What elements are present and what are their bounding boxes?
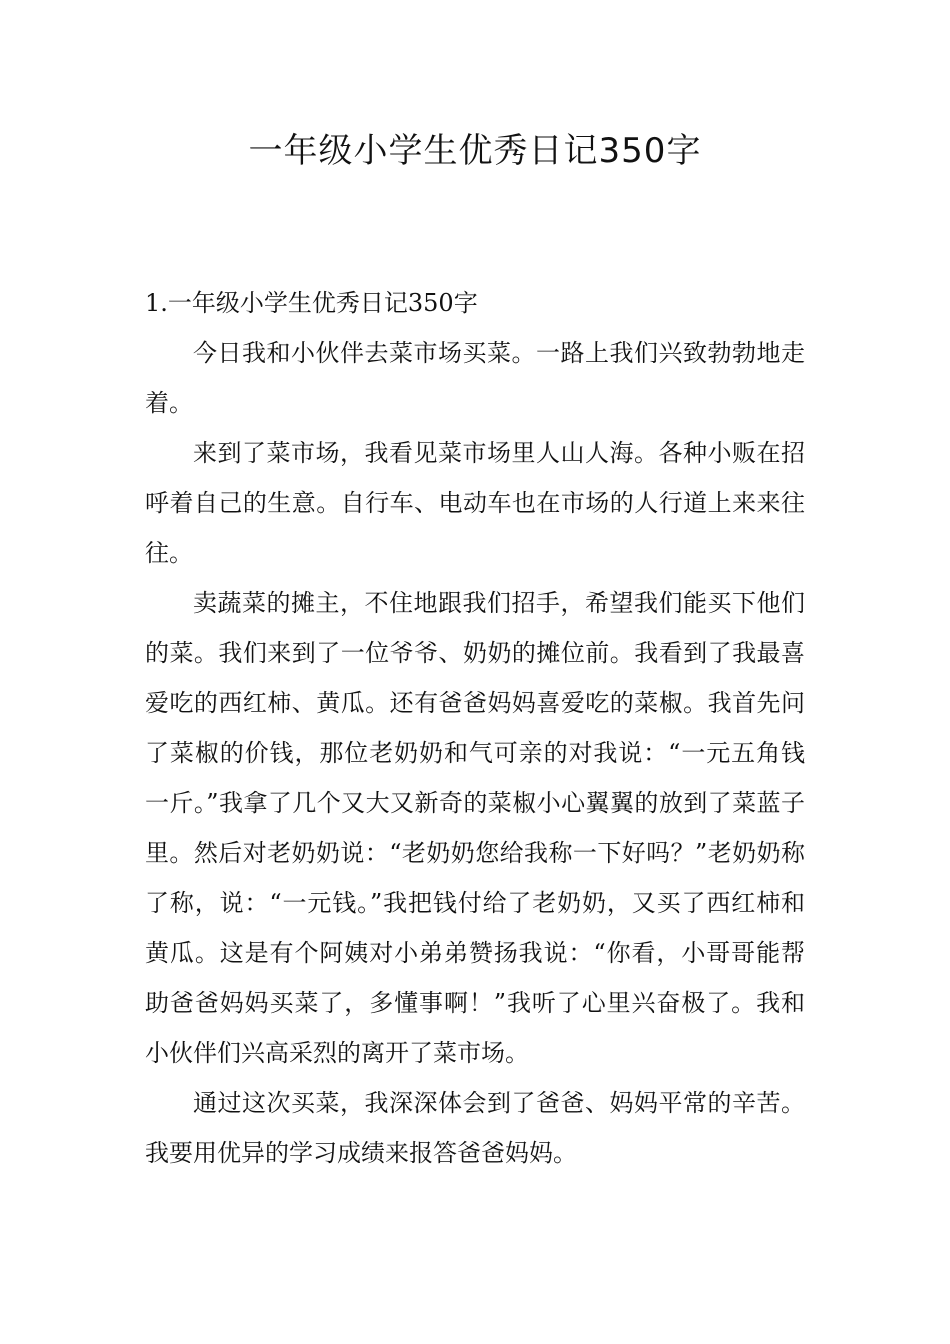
paragraph-2: 来到了菜市场，我看见菜市场里人山人海。各种小贩在招呼着自己的生意。自行车、电动车也在市场的人行道上来来往往。	[145, 439, 805, 567]
paragraph-3: 卖蔬菜的摊主，不住地跟我们招手，希望我们能买下他们的菜。我们来到了一位爷爷、奶奶的摊位前。我看到了我最喜爱吃的西红柿、黄瓜。还有爸爸妈妈喜爱吃的菜椒。我首先问了菜椒的价钱，那位老奶奶和气可亲的对我说：“一元五角钱一斤。”我拿了几个又大又新奇的菜椒小心翼翼的放到了菜蓝子里。然后对老奶奶说：“老奶奶您给我称一下好吗？”老奶奶称了称，说：“一元钱。”我把钱付给了老奶奶，又买了西红柿和黄瓜。这是有个阿姨对小弟弟赞扬我说：“你看，小哥哥能帮助爸爸妈妈买菜了，多懂事啊！”我听了心里兴奋极了。我和小伙伴们兴高采烈的离开了菜市场。	[145, 589, 805, 1067]
document-title: 一年级小学生优秀日记350字	[248, 131, 702, 171]
paragraph-1: 今日我和小伙伴去菜市场买菜。一路上我们兴致勃勃地走着。	[145, 339, 805, 417]
paragraph-4: 通过这次买菜，我深深体会到了爸爸、妈妈平常的辛苦。我要用优异的学习成绩来报答爸爸妈妈。	[145, 1089, 805, 1167]
document-body	[145, 278, 805, 1178]
section-heading: 1.一年级小学生优秀日记350字	[145, 289, 478, 317]
